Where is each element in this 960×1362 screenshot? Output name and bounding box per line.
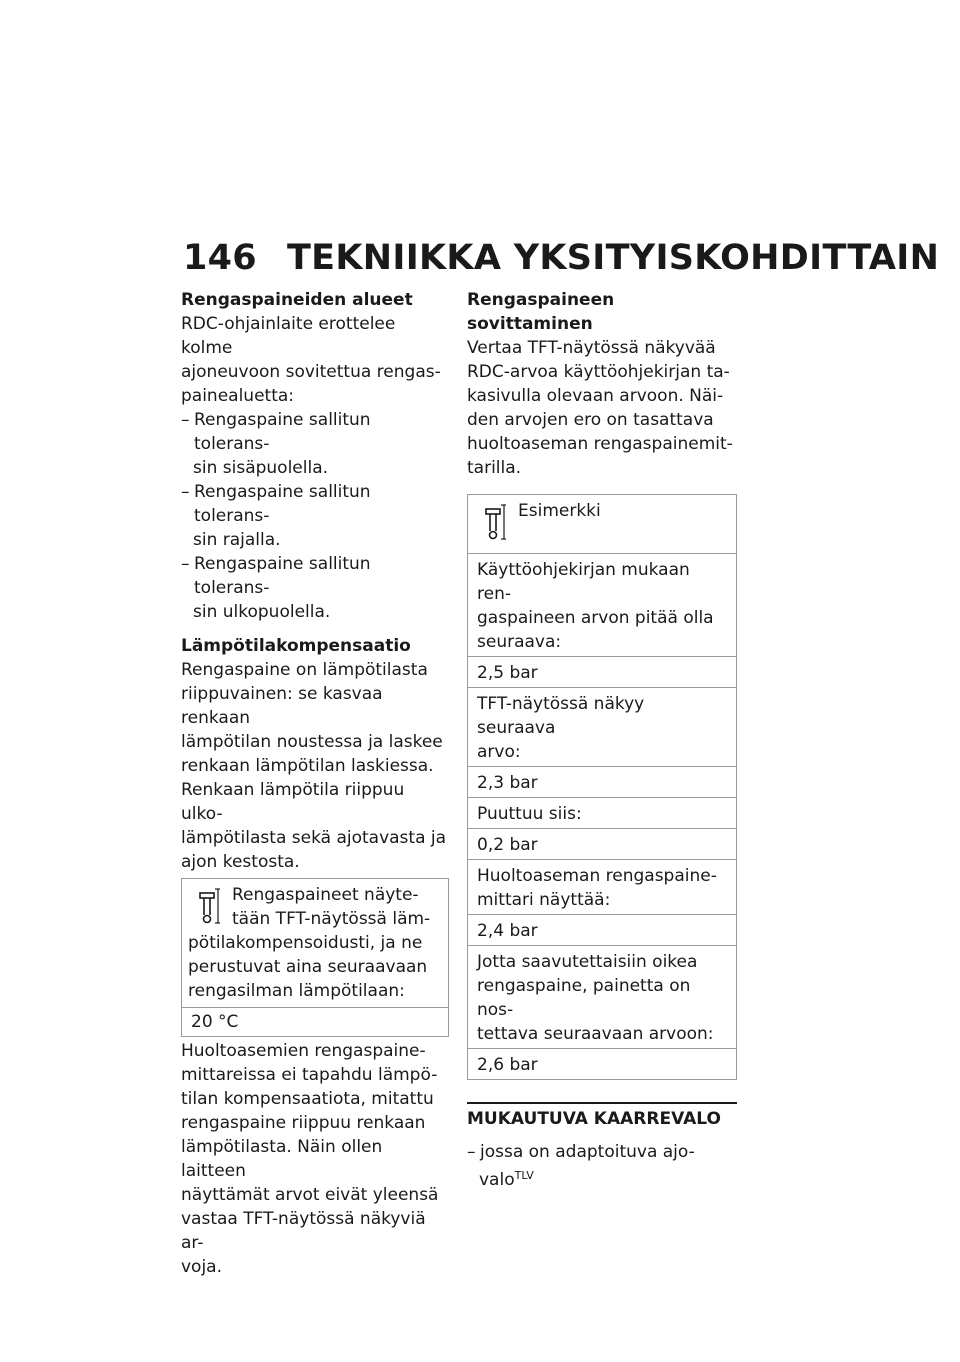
note-box — [181, 878, 449, 1037]
text-line: painealuetta: — [181, 386, 295, 406]
section-title: MUKAUTUVA KAARREVALO — [467, 1109, 721, 1129]
heading-pressure-adjustment: Rengaspaineen sovittaminen — [467, 290, 615, 334]
note-value: 20 °C — [182, 1007, 448, 1036]
text-line: den arvojen ero on tasattava — [467, 410, 714, 430]
text-line: lämpötilasta sekä ajotavasta ja — [181, 828, 447, 848]
row-line: tettava seuraavaan arvoon: — [477, 1024, 714, 1044]
example-title: Esimerkki — [518, 501, 601, 521]
tire-gauge-icon — [484, 503, 506, 543]
paragraph-adjustment — [467, 336, 737, 480]
right-column — [467, 288, 737, 1192]
feature-list — [467, 1140, 737, 1192]
example-value: 2,5 bar — [468, 656, 736, 687]
list-item — [181, 552, 449, 624]
option-code: TLV — [514, 1169, 534, 1182]
note-line: tään TFT-näytössä läm- — [232, 909, 431, 929]
note-line: perustuvat aina seuraavaan — [188, 957, 428, 977]
list-item-line: sin rajalla. — [193, 530, 281, 550]
example-box — [467, 494, 737, 1080]
example-value: 2,3 bar — [468, 766, 736, 797]
heading-pressure-ranges: Rengaspaineiden alueet — [181, 290, 413, 310]
text-line: Renkaan lämpötila riippuu ulko- — [181, 780, 405, 824]
example-row — [468, 687, 736, 766]
list-item — [181, 408, 449, 480]
text-line: mittareissa ei tapahdu lämpö- — [181, 1065, 438, 1085]
row-line: Huoltoaseman rengaspaine- — [477, 866, 717, 886]
row-line: gaspaineen arvon pitää olla — [477, 608, 714, 628]
note-line: pötilakompensoidusti, ja ne — [188, 933, 423, 953]
paragraph-temperature — [181, 658, 449, 874]
text-line: RDC-arvoa käyttöohjekirjan ta- — [467, 362, 730, 382]
list-item — [467, 1140, 737, 1192]
left-column — [181, 288, 449, 1279]
text-line: Huoltoasemien rengaspaine- — [181, 1041, 426, 1061]
text-line: lämpötilan noustessa ja laskee — [181, 732, 443, 752]
list-item-line — [467, 1164, 737, 1192]
list-item-line: Rengaspaine sallitun tolerans- — [194, 482, 371, 526]
row-line: mittari näyttää: — [477, 890, 611, 910]
page-header — [183, 238, 939, 278]
example-value: 2,6 bar — [468, 1048, 736, 1079]
example-value: 2,4 bar — [468, 914, 736, 945]
text-line: tarilla. — [467, 458, 522, 478]
chapter-title: TEKNIIKKA YKSITYISKOHDITTAIN — [286, 238, 940, 278]
row-line: arvo: — [477, 742, 521, 762]
text-line: ajon kestosta. — [181, 852, 300, 872]
tire-gauge-icon — [198, 887, 220, 927]
text-line: ajoneuvoon sovitettua rengas- — [181, 362, 441, 382]
example-row: Puuttuu siis: — [468, 797, 736, 828]
note-line: Rengaspaineet näyte- — [232, 885, 419, 905]
text-line: huoltoaseman rengaspainemit- — [467, 434, 733, 454]
list-item-line: Rengaspaine sallitun tolerans- — [194, 554, 371, 598]
text-line: vastaa TFT-näytössä näkyviä ar- — [181, 1209, 426, 1253]
list-item-line: sin sisäpuolella. — [193, 458, 329, 478]
note-line: rengasilman lämpötilaan: — [188, 981, 405, 1001]
text-line: riippuvainen: se kasvaa renkaan — [181, 684, 383, 728]
example-row — [468, 945, 736, 1048]
text-line: näyttämät arvot eivät yleensä — [181, 1185, 439, 1205]
paragraph-gauge-note — [181, 1039, 449, 1279]
row-line: rengaspaine, painetta on nos- — [477, 976, 691, 1020]
list-item-text: valo — [479, 1170, 515, 1190]
text-line: RDC-ohjainlaite erottelee kolme — [181, 314, 396, 358]
row-line: Käyttöohjekirjan mukaan ren- — [477, 560, 690, 604]
section-divider — [467, 1102, 737, 1104]
text-line: renkaan lämpötilan laskiessa. — [181, 756, 434, 776]
text-line: Rengaspaine on lämpötilasta — [181, 660, 428, 680]
text-line: lämpötilasta. Näin ollen laitteen — [181, 1137, 383, 1181]
list-item-line: Rengaspaine sallitun tolerans- — [194, 410, 371, 454]
list-item-line: jossa on adaptoituva ajo- — [480, 1142, 695, 1162]
example-row — [468, 859, 736, 914]
example-row — [468, 553, 736, 656]
pressure-range-list — [181, 408, 449, 624]
list-item — [181, 480, 449, 552]
row-line: TFT-näytössä näkyy seuraava — [477, 694, 645, 738]
list-item-line: sin ulkopuolella. — [193, 602, 331, 622]
page-number: 146 — [183, 238, 257, 278]
text-line: voja. — [181, 1257, 223, 1277]
text-line: tilan kompensaatiota, mitattu — [181, 1089, 434, 1109]
heading-temperature-compensation: Lämpötilakompensaatio — [181, 636, 411, 656]
row-line: seuraava: — [477, 632, 562, 652]
example-value: 0,2 bar — [468, 828, 736, 859]
text-line: kasivulla olevaan arvoon. Näi- — [467, 386, 724, 406]
paragraph-pressure-ranges — [181, 312, 449, 408]
text-line: rengaspaine riippuu renkaan — [181, 1113, 426, 1133]
text-line: Vertaa TFT-näytössä näkyvää — [467, 338, 716, 358]
row-line: Jotta saavutettaisiin oikea — [477, 952, 698, 972]
